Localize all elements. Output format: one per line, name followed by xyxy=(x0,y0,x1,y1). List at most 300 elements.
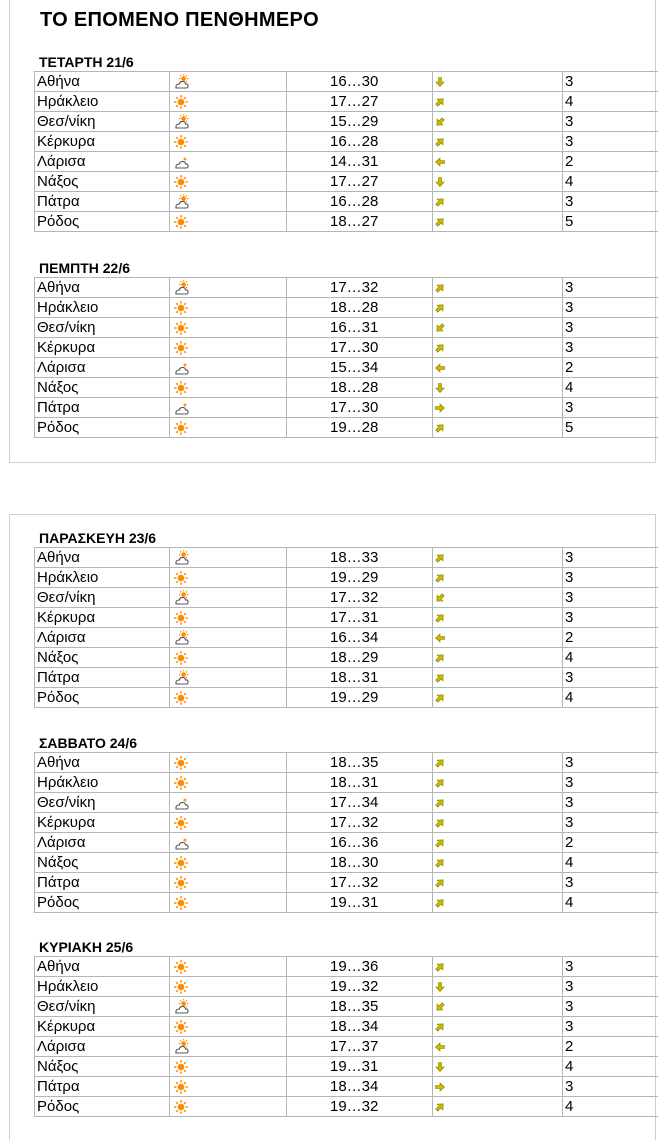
table-row xyxy=(35,132,658,152)
temperature-cell: 19…32 xyxy=(287,977,433,997)
table-row xyxy=(35,588,658,608)
forecast-table xyxy=(34,71,658,232)
weather-cell xyxy=(170,92,287,112)
city-cell: Ηράκλειο xyxy=(35,92,170,112)
wind-direction-cell xyxy=(433,957,563,977)
city-cell: Λάρισα xyxy=(35,628,170,648)
sun-icon xyxy=(173,754,189,771)
arrow-up-right-icon xyxy=(434,958,446,975)
wind-force-cell: 4 xyxy=(563,648,658,668)
arrow-up-right-icon xyxy=(434,279,446,296)
temperature-cell: 17…30 xyxy=(287,398,433,418)
weather-cell xyxy=(170,318,287,338)
sun-icon xyxy=(173,814,189,831)
wind-force-cell: 3 xyxy=(563,977,658,997)
table-row xyxy=(35,688,658,708)
table-row xyxy=(35,608,658,628)
arrow-down-icon xyxy=(434,379,446,396)
wind-force-cell: 2 xyxy=(563,628,658,648)
city-cell: Αθήνα xyxy=(35,278,170,298)
weather-cell xyxy=(170,957,287,977)
arrow-up-right-icon xyxy=(434,93,446,110)
wind-force-cell: 3 xyxy=(563,548,658,568)
city-cell: Θεσ/νίκη xyxy=(35,318,170,338)
wind-direction-cell xyxy=(433,648,563,668)
day-title: ΠΑΡΑΣΚΕΥΗ 23/6 xyxy=(39,530,157,546)
wind-force-cell: 4 xyxy=(563,893,658,913)
wind-force-cell: 3 xyxy=(563,1017,658,1037)
arrow-up-right-icon xyxy=(434,794,446,811)
table-row xyxy=(35,1017,658,1037)
wind-direction-cell xyxy=(433,548,563,568)
temperature-cell: 15…34 xyxy=(287,358,433,378)
temperature-cell: 18…35 xyxy=(287,997,433,1017)
wind-direction-cell xyxy=(433,132,563,152)
wind-direction-cell xyxy=(433,793,563,813)
temperature-cell: 18…31 xyxy=(287,668,433,688)
weather-cell xyxy=(170,212,287,232)
city-cell: Ρόδος xyxy=(35,688,170,708)
table-row xyxy=(35,548,658,568)
sun-icon xyxy=(173,649,189,666)
day-title: ΤΕΤΑΡΤΗ 21/6 xyxy=(39,54,134,70)
arrow-down-left-icon xyxy=(434,589,446,606)
weather-cell xyxy=(170,648,287,668)
temperature-cell: 17…27 xyxy=(287,92,433,112)
sun-icon xyxy=(173,978,189,995)
wind-direction-cell xyxy=(433,1057,563,1077)
arrow-up-right-icon xyxy=(434,854,446,871)
weather-cell xyxy=(170,1097,287,1117)
wind-force-cell: 3 xyxy=(563,773,658,793)
weather-cell xyxy=(170,833,287,853)
arrow-up-right-icon xyxy=(434,133,446,150)
arrow-up-right-icon xyxy=(434,339,446,356)
wind-direction-cell xyxy=(433,152,563,172)
partly-cloudy-icon xyxy=(173,113,189,130)
forecast-table xyxy=(34,752,658,913)
wind-force-cell: 3 xyxy=(563,1077,658,1097)
sun-icon xyxy=(173,319,189,336)
partly-cloudy-icon xyxy=(173,279,189,296)
wind-force-cell: 3 xyxy=(563,873,658,893)
table-row xyxy=(35,957,658,977)
partly-cloudy-icon xyxy=(173,629,189,646)
wind-direction-cell xyxy=(433,378,563,398)
weather-cell xyxy=(170,753,287,773)
wind-force-cell: 3 xyxy=(563,132,658,152)
wind-direction-cell xyxy=(433,212,563,232)
temperature-cell: 19…36 xyxy=(287,957,433,977)
table-row xyxy=(35,997,658,1017)
city-cell: Ηράκλειο xyxy=(35,298,170,318)
table-row xyxy=(35,298,658,318)
table-row xyxy=(35,338,658,358)
wind-direction-cell xyxy=(433,298,563,318)
city-cell: Κέρκυρα xyxy=(35,813,170,833)
temperature-cell: 19…31 xyxy=(287,893,433,913)
city-cell: Κέρκυρα xyxy=(35,1017,170,1037)
weather-cell xyxy=(170,298,287,318)
city-cell: Νάξος xyxy=(35,172,170,192)
table-row xyxy=(35,318,658,338)
weather-cell xyxy=(170,668,287,688)
weather-cell xyxy=(170,608,287,628)
temperature-cell: 16…28 xyxy=(287,132,433,152)
wind-force-cell: 3 xyxy=(563,813,658,833)
sun-icon xyxy=(173,854,189,871)
sun-icon xyxy=(173,339,189,356)
table-row xyxy=(35,1037,658,1057)
wind-direction-cell xyxy=(433,833,563,853)
arrow-up-right-icon xyxy=(434,419,446,436)
forecast-table xyxy=(34,277,658,438)
temperature-cell: 19…29 xyxy=(287,688,433,708)
city-cell: Νάξος xyxy=(35,853,170,873)
weather-cell xyxy=(170,773,287,793)
arrow-left-icon xyxy=(434,1038,446,1055)
city-cell: Ρόδος xyxy=(35,418,170,438)
partly-cloudy-icon xyxy=(173,549,189,566)
city-cell: Νάξος xyxy=(35,648,170,668)
wind-force-cell: 3 xyxy=(563,278,658,298)
city-cell: Νάξος xyxy=(35,378,170,398)
city-cell: Πάτρα xyxy=(35,192,170,212)
arrow-left-icon xyxy=(434,629,446,646)
table-row xyxy=(35,152,658,172)
weather-cell xyxy=(170,112,287,132)
arrow-up-right-icon xyxy=(434,213,446,230)
wind-force-cell: 3 xyxy=(563,608,658,628)
wind-force-cell: 3 xyxy=(563,997,658,1017)
arrow-up-right-icon xyxy=(434,549,446,566)
table-row xyxy=(35,92,658,112)
wind-direction-cell xyxy=(433,608,563,628)
sun-icon xyxy=(173,569,189,586)
table-row xyxy=(35,833,658,853)
wind-direction-cell xyxy=(433,1097,563,1117)
wind-force-cell: 4 xyxy=(563,378,658,398)
table-row xyxy=(35,813,658,833)
arrow-up-right-icon xyxy=(434,649,446,666)
table-row xyxy=(35,358,658,378)
city-cell: Ηράκλειο xyxy=(35,977,170,997)
wind-direction-cell xyxy=(433,568,563,588)
arrow-down-left-icon xyxy=(434,319,446,336)
wind-force-cell: 3 xyxy=(563,588,658,608)
wind-force-cell: 3 xyxy=(563,957,658,977)
arrow-up-right-icon xyxy=(434,834,446,851)
sun-icon xyxy=(173,133,189,150)
weather-cell xyxy=(170,873,287,893)
weather-cell xyxy=(170,628,287,648)
arrow-down-left-icon xyxy=(434,113,446,130)
weather-cell xyxy=(170,977,287,997)
wind-direction-cell xyxy=(433,997,563,1017)
weather-cell xyxy=(170,278,287,298)
forecast-table xyxy=(34,547,658,708)
wind-force-cell: 3 xyxy=(563,72,658,92)
temperature-cell: 17…37 xyxy=(287,1037,433,1057)
city-cell: Αθήνα xyxy=(35,957,170,977)
temperature-cell: 18…35 xyxy=(287,753,433,773)
arrow-up-right-icon xyxy=(434,1018,446,1035)
weather-cell xyxy=(170,338,287,358)
wind-force-cell: 3 xyxy=(563,398,658,418)
table-row xyxy=(35,853,658,873)
temperature-cell: 16…28 xyxy=(287,192,433,212)
weather-cell xyxy=(170,588,287,608)
arrow-up-right-icon xyxy=(434,754,446,771)
wind-direction-cell xyxy=(433,418,563,438)
city-cell: Πάτρα xyxy=(35,873,170,893)
wind-force-cell: 5 xyxy=(563,418,658,438)
arrow-up-right-icon xyxy=(434,874,446,891)
day-section xyxy=(34,259,658,438)
weather-cell xyxy=(170,192,287,212)
wind-direction-cell xyxy=(433,977,563,997)
partly-cloudy-icon xyxy=(173,589,189,606)
table-row xyxy=(35,72,658,92)
arrow-left-icon xyxy=(434,359,446,376)
city-cell: Θεσ/νίκη xyxy=(35,793,170,813)
wind-direction-cell xyxy=(433,588,563,608)
temperature-cell: 17…34 xyxy=(287,793,433,813)
arrow-up-right-icon xyxy=(434,814,446,831)
wind-direction-cell xyxy=(433,192,563,212)
city-cell: Πάτρα xyxy=(35,398,170,418)
temperature-cell: 18…29 xyxy=(287,648,433,668)
sun-icon xyxy=(173,213,189,230)
wind-direction-cell xyxy=(433,1017,563,1037)
temperature-cell: 18…34 xyxy=(287,1017,433,1037)
wind-force-cell: 3 xyxy=(563,298,658,318)
sun-icon xyxy=(173,299,189,316)
weather-cell xyxy=(170,853,287,873)
sun-icon xyxy=(173,93,189,110)
weather-cell xyxy=(170,172,287,192)
weather-cell xyxy=(170,378,287,398)
arrow-up-right-icon xyxy=(434,669,446,686)
city-cell: Ηράκλειο xyxy=(35,773,170,793)
wind-force-cell: 2 xyxy=(563,1037,658,1057)
weather-cell xyxy=(170,1037,287,1057)
wind-direction-cell xyxy=(433,1077,563,1097)
weather-cell xyxy=(170,132,287,152)
wind-direction-cell xyxy=(433,358,563,378)
wind-force-cell: 3 xyxy=(563,338,658,358)
city-cell: Λάρισα xyxy=(35,833,170,853)
table-row xyxy=(35,977,658,997)
wind-direction-cell xyxy=(433,92,563,112)
sun-icon xyxy=(173,689,189,706)
sun-icon xyxy=(173,609,189,626)
page-2 xyxy=(9,514,656,1140)
wind-force-cell: 4 xyxy=(563,1097,658,1117)
arrow-up-right-icon xyxy=(434,774,446,791)
table-row xyxy=(35,1077,658,1097)
temperature-cell: 17…32 xyxy=(287,813,433,833)
wind-direction-cell xyxy=(433,688,563,708)
table-row xyxy=(35,398,658,418)
temperature-cell: 15…29 xyxy=(287,112,433,132)
wind-force-cell: 2 xyxy=(563,833,658,853)
weather-cell xyxy=(170,568,287,588)
wind-force-cell: 3 xyxy=(563,112,658,132)
arrow-down-icon xyxy=(434,173,446,190)
temperature-cell: 18…30 xyxy=(287,853,433,873)
city-cell: Λάρισα xyxy=(35,152,170,172)
weather-cell xyxy=(170,813,287,833)
temperature-cell: 16…31 xyxy=(287,318,433,338)
weather-cell xyxy=(170,418,287,438)
wind-direction-cell xyxy=(433,853,563,873)
wind-direction-cell xyxy=(433,753,563,773)
temperature-cell: 17…32 xyxy=(287,873,433,893)
table-row xyxy=(35,278,658,298)
arrow-down-icon xyxy=(434,978,446,995)
sun-icon xyxy=(173,894,189,911)
weather-cell xyxy=(170,72,287,92)
temperature-cell: 17…31 xyxy=(287,608,433,628)
city-cell: Λάρισα xyxy=(35,1037,170,1057)
arrow-down-icon xyxy=(434,73,446,90)
wind-direction-cell xyxy=(433,318,563,338)
wind-force-cell: 4 xyxy=(563,92,658,112)
weather-cell xyxy=(170,893,287,913)
city-cell: Πάτρα xyxy=(35,1077,170,1097)
city-cell: Πάτρα xyxy=(35,668,170,688)
temperature-cell: 18…28 xyxy=(287,298,433,318)
temperature-cell: 16…30 xyxy=(287,72,433,92)
arrow-down-icon xyxy=(434,1058,446,1075)
partly-cloudy-icon xyxy=(173,73,189,90)
day-section xyxy=(34,938,658,1117)
temperature-cell: 16…34 xyxy=(287,628,433,648)
temperature-cell: 19…31 xyxy=(287,1057,433,1077)
arrow-up-right-icon xyxy=(434,894,446,911)
wind-direction-cell xyxy=(433,813,563,833)
temperature-cell: 17…32 xyxy=(287,588,433,608)
weather-cell xyxy=(170,358,287,378)
sun-icon xyxy=(173,1018,189,1035)
table-row xyxy=(35,668,658,688)
wind-force-cell: 4 xyxy=(563,853,658,873)
city-cell: Κέρκυρα xyxy=(35,132,170,152)
cloud-icon xyxy=(173,794,189,811)
city-cell: Ηράκλειο xyxy=(35,568,170,588)
wind-force-cell: 2 xyxy=(563,152,658,172)
wind-direction-cell xyxy=(433,1037,563,1057)
temperature-cell: 18…33 xyxy=(287,548,433,568)
weather-cell xyxy=(170,152,287,172)
day-title: ΠΕΜΠΤΗ 22/6 xyxy=(39,260,131,276)
city-cell: Λάρισα xyxy=(35,358,170,378)
city-cell: Θεσ/νίκη xyxy=(35,112,170,132)
arrow-up-right-icon xyxy=(434,609,446,626)
wind-force-cell: 3 xyxy=(563,318,658,338)
day-title: ΚΥΡΙΑΚΗ 25/6 xyxy=(39,939,134,955)
wind-force-cell: 3 xyxy=(563,192,658,212)
city-cell: Αθήνα xyxy=(35,753,170,773)
sun-icon xyxy=(173,419,189,436)
table-row xyxy=(35,648,658,668)
wind-direction-cell xyxy=(433,668,563,688)
day-section xyxy=(34,529,658,708)
wind-direction-cell xyxy=(433,338,563,358)
partly-cloudy-icon xyxy=(173,998,189,1015)
partly-cloudy-icon xyxy=(173,1038,189,1055)
temperature-cell: 18…31 xyxy=(287,773,433,793)
sun-icon xyxy=(173,874,189,891)
city-cell: Αθήνα xyxy=(35,548,170,568)
temperature-cell: 16…36 xyxy=(287,833,433,853)
sun-icon xyxy=(173,379,189,396)
arrow-left-icon xyxy=(434,153,446,170)
weather-cell xyxy=(170,793,287,813)
table-row xyxy=(35,1057,658,1077)
table-row xyxy=(35,628,658,648)
cloud-icon xyxy=(173,359,189,376)
wind-direction-cell xyxy=(433,873,563,893)
city-cell: Ρόδος xyxy=(35,1097,170,1117)
day-section xyxy=(34,734,658,913)
city-cell: Θεσ/νίκη xyxy=(35,588,170,608)
temperature-cell: 19…32 xyxy=(287,1097,433,1117)
wind-force-cell: 4 xyxy=(563,1057,658,1077)
arrow-right-icon xyxy=(434,1078,446,1095)
arrow-right-icon xyxy=(434,399,446,416)
temperature-cell: 18…27 xyxy=(287,212,433,232)
wind-force-cell: 3 xyxy=(563,568,658,588)
weather-cell xyxy=(170,1077,287,1097)
weather-cell xyxy=(170,548,287,568)
city-cell: Νάξος xyxy=(35,1057,170,1077)
sun-icon xyxy=(173,1098,189,1115)
table-row xyxy=(35,172,658,192)
arrow-down-left-icon xyxy=(434,998,446,1015)
weather-cell xyxy=(170,997,287,1017)
day-title: ΣΑΒΒΑΤΟ 24/6 xyxy=(39,735,138,751)
sun-icon xyxy=(173,1058,189,1075)
table-row xyxy=(35,212,658,232)
temperature-cell: 19…28 xyxy=(287,418,433,438)
sun-icon xyxy=(173,774,189,791)
table-row xyxy=(35,192,658,212)
wind-force-cell: 3 xyxy=(563,668,658,688)
cloud-icon xyxy=(173,399,189,416)
wind-direction-cell xyxy=(433,72,563,92)
wind-direction-cell xyxy=(433,398,563,418)
table-row xyxy=(35,1097,658,1117)
partly-cloudy-icon xyxy=(173,193,189,210)
city-cell: Κέρκυρα xyxy=(35,338,170,358)
wind-direction-cell xyxy=(433,112,563,132)
cloud-icon xyxy=(173,153,189,170)
wind-direction-cell xyxy=(433,893,563,913)
city-cell: Ρόδος xyxy=(35,893,170,913)
table-row xyxy=(35,893,658,913)
sun-icon xyxy=(173,173,189,190)
temperature-cell: 19…29 xyxy=(287,568,433,588)
temperature-cell: 17…27 xyxy=(287,172,433,192)
cloud-icon xyxy=(173,834,189,851)
city-cell: Θεσ/νίκη xyxy=(35,997,170,1017)
table-row xyxy=(35,773,658,793)
temperature-cell: 18…34 xyxy=(287,1077,433,1097)
wind-force-cell: 4 xyxy=(563,688,658,708)
arrow-up-right-icon xyxy=(434,1098,446,1115)
